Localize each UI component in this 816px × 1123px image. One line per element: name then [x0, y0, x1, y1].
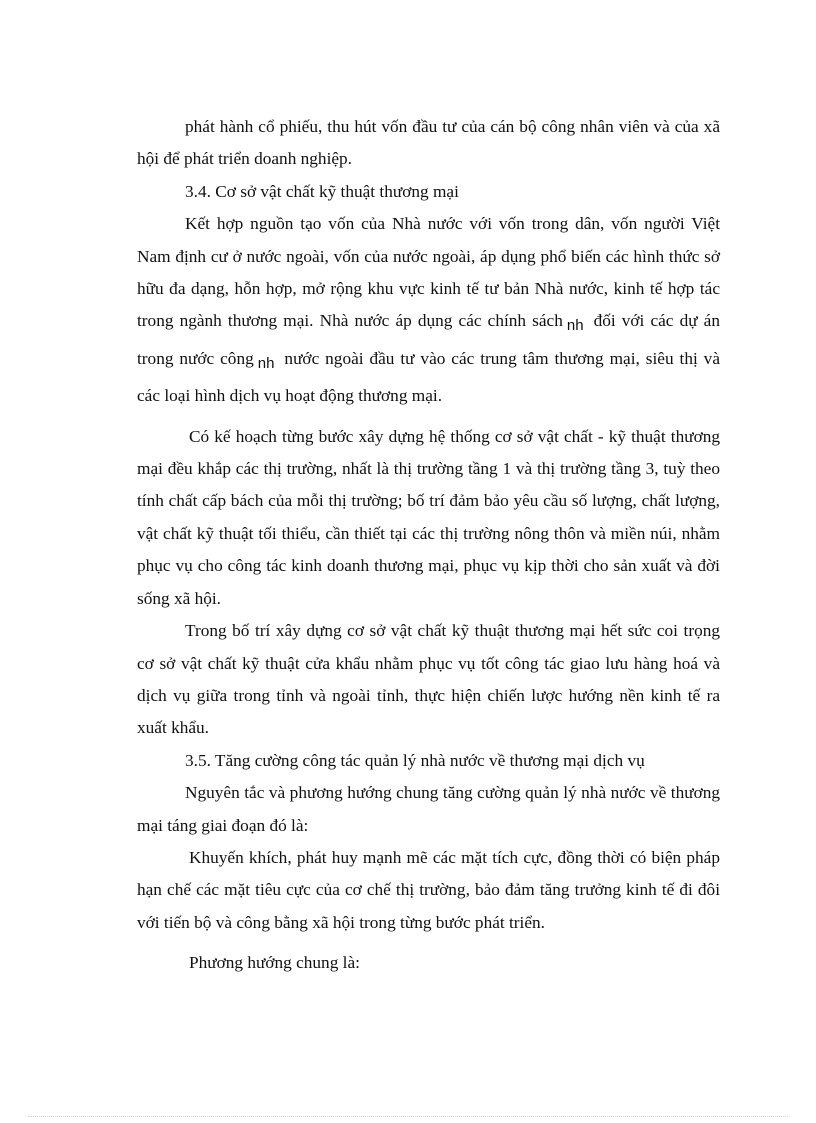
body-text [137, 111, 720, 980]
paragraph-encourage: Khuyến khích, phát huy mạnh mẽ các mặt tích cực, đồng thời có biện pháp hạn chế các mặt tiêu cực của cơ chế thị trường, bảo đảm tăng trưởng kinh tế đi đôi với tiến bộ và công bằng xã hội trong từng bước phát triển. [137, 847, 720, 932]
paragraph-capital-sources [137, 208, 720, 412]
paragraph-general-direction: Phương hướng chung là: [189, 953, 360, 973]
page-bottom-divider [28, 1116, 788, 1117]
paragraph-border-gate: Trong bố trí xây dựng cơ sở vật chất kỹ thuật thương mại hết sức coi trọng cơ sở vật chất kỹ thuật cửa khẩu nhằm phục vụ tốt công tác giao lưu hàng hoá và dịch vụ giữa trong tỉnh và ngoài tỉnh, thực hiện chiến lược hướng nền kinh tế ra xuất khẩu. [137, 621, 720, 738]
paragraph-principles: Nguyên tắc và phương hướng chung tăng cường quản lý nhà nước về thương mại táng giai đoạn đó là: [137, 783, 720, 835]
text-fragment: nh [566, 317, 584, 335]
paragraph-continuation: phát hành cổ phiếu, thu hút vốn đầu tư của cán bộ công nhân viên và của xã hội để phát triển doanh nghiệp. [137, 117, 720, 169]
paragraph-text: nước ngoài đầu tư vào các trung tâm thương mại, siêu thị và các loại hình dịch vụ hoạt động thương mại. [137, 348, 720, 406]
paragraph-text: đối với các dự án trong nước công [137, 311, 720, 368]
paragraph-infrastructure-plan: Có kế hoạch từng bước xây dựng hệ thống cơ sở vật chất - kỹ thuật thương mại đều khắp các thị trường, nhất là thị trường tầng 1 và thị trường tầng 3, tuỳ theo tính chất cấp bách của mỗi thị trường; bố trí đảm bảo yêu cầu số lượng, chất lượng, vật chất kỹ thuật tối thiểu, cần thiết tại các thị trường nông thôn và miền núi, nhằm phục vụ cho công tác kinh doanh thương mại, phục vụ kịp thời cho sản xuất và đời sống xã hội. [137, 426, 720, 608]
section-heading-3-5: 3.5. Tăng cường công tác quản lý nhà nước về thương mại dịch vụ [185, 750, 645, 770]
paragraph-text: Kết hợp nguồn tạo vốn của Nhà nước với vốn trong dân, vốn người Việt Nam định cư ở nước ngoài, vốn của nước ngoài, áp dụng phổ biến các hình thức sở hữu đa dạng, hỗn hợp, mở rộng khu vực kinh tế tư bản Nhà nước, kinh tế hợp tác trong ngành thương mại. Nhà nước áp dụng các chính sách [137, 214, 720, 331]
text-fragment: nh [257, 354, 275, 372]
section-heading-3-4: 3.4. Cơ sở vật chất kỹ thuật thương mại [185, 181, 459, 201]
